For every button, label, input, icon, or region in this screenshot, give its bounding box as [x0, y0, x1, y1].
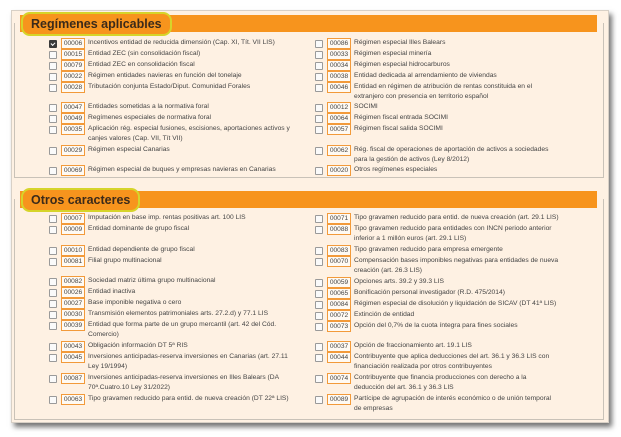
code-badge: 00082 [61, 276, 85, 287]
checkbox-label[interactable] [354, 373, 527, 393]
checkbox[interactable] [49, 126, 57, 134]
checkbox-row-00027[interactable] [49, 298, 311, 309]
checkbox-row-00037[interactable] [315, 341, 577, 352]
label-line: Régimen especial minería [354, 50, 432, 57]
checkbox-label[interactable] [88, 124, 290, 144]
checkbox-label[interactable] [88, 113, 211, 123]
checkbox-label[interactable] [354, 352, 549, 372]
checkbox-row-00086[interactable] [315, 38, 577, 49]
checkbox-label[interactable] [354, 60, 450, 70]
label-line: Imputación en base imp. rentas positivas art. 100 LIS [88, 214, 246, 221]
checkbox-row-00007[interactable] [49, 213, 311, 224]
checkbox[interactable] [315, 215, 323, 223]
checkbox-row-00044[interactable] [315, 352, 577, 372]
checkbox-row-00079[interactable] [49, 60, 311, 71]
tax-regimes-panel [11, 10, 609, 423]
label-line: Entidad que forma parte de un grupo mercantil (art. 42 del Cód. [88, 321, 277, 328]
checkbox-label[interactable] [88, 298, 181, 308]
checkbox[interactable] [315, 375, 323, 383]
checkbox[interactable] [315, 354, 323, 362]
checkbox-label[interactable] [354, 288, 505, 298]
code-badge: 00035 [61, 124, 85, 135]
label-line: Entidad ZEC (sin consolidación fiscal) [88, 50, 201, 57]
code-badge: 00047 [61, 102, 85, 113]
checkbox[interactable] [315, 104, 323, 112]
checkbox-row-00070[interactable] [315, 256, 577, 276]
checkbox-row-00062[interactable] [315, 145, 577, 165]
code-badge: 00006 [61, 38, 85, 49]
label-line: Entidad dependiente de grupo fiscal [88, 246, 195, 253]
label-line: Régimen especial Illes Balears [354, 39, 446, 46]
checkbox-label[interactable] [88, 287, 135, 297]
label-line: Tipo gravamen reducido para entid. de nueva creación (DT 22ª LIS) [88, 395, 289, 402]
code-badge: 00087 [61, 373, 85, 384]
code-badge: 00015 [61, 49, 85, 60]
code-badge: 00020 [327, 165, 351, 176]
checkbox[interactable] [315, 301, 323, 309]
checkbox-row-00047[interactable] [49, 102, 311, 113]
code-badge: 00063 [61, 394, 85, 405]
checkbox[interactable] [315, 279, 323, 287]
checkbox-label[interactable] [88, 145, 170, 155]
checkbox[interactable] [315, 115, 323, 123]
checkbox[interactable] [49, 51, 57, 59]
label-line: Entidad en régimen de atribución de rentas constituida en el [354, 83, 533, 90]
label-line-2: Comercio) [88, 331, 119, 338]
checkbox[interactable] [49, 62, 57, 70]
checkbox-label[interactable] [354, 165, 437, 175]
code-badge: 00071 [327, 213, 351, 224]
code-badge: 00072 [327, 310, 351, 321]
checkbox[interactable] [315, 290, 323, 298]
checkbox-label[interactable] [354, 102, 378, 112]
checkbox-row-00034[interactable] [315, 60, 577, 71]
code-badge: 00081 [61, 256, 85, 267]
checkbox[interactable] [315, 84, 323, 92]
checkbox-label[interactable] [88, 373, 279, 393]
checkbox-label[interactable] [88, 309, 268, 319]
checkbox-label[interactable] [88, 38, 275, 48]
checkbox[interactable] [49, 258, 57, 266]
label-line: Entidad ZEC en consolidación fiscal [88, 61, 195, 68]
checkbox-row-00057[interactable] [315, 124, 577, 135]
checkbox-label[interactable] [88, 71, 242, 81]
label-line: Régimen entidades navieras en función del tonelaje [88, 72, 242, 79]
checkbox[interactable] [315, 226, 323, 234]
code-badge: 00039 [61, 320, 85, 331]
checkbox-row-00089[interactable] [315, 394, 577, 414]
label-line: Régimen especial hidrocarburos [354, 61, 450, 68]
code-badge: 00073 [327, 321, 351, 332]
checkbox-row-00009[interactable] [49, 224, 311, 235]
checkbox[interactable] [315, 167, 323, 175]
checkbox-row-00046[interactable] [315, 82, 577, 102]
checkbox-label[interactable] [88, 165, 276, 175]
label-line-2: de empresas [354, 405, 393, 412]
checkbox[interactable] [49, 215, 57, 223]
label-line: Extinción de entidad [354, 311, 415, 318]
code-badge: 00007 [61, 213, 85, 224]
checkbox-row-00030[interactable] [49, 309, 311, 320]
checkbox-row-00071[interactable] [315, 213, 577, 224]
checkbox-row-00028[interactable] [49, 82, 311, 93]
label-line: Régimen especial de disolución y liquidación de SICAV (DT 41ª LIS) [354, 300, 557, 307]
code-badge: 00030 [61, 309, 85, 320]
label-line: Regímenes especiales de normativa foral [88, 114, 212, 121]
checkbox[interactable] [315, 126, 323, 134]
checkbox-row-00012[interactable] [315, 102, 577, 113]
code-badge: 00079 [61, 60, 85, 71]
code-badge: 00049 [61, 113, 85, 124]
checkbox[interactable] [49, 167, 57, 175]
label-line: Inversiones anticipadas-reserva inversiones en Canarias (art. 27.11 [88, 353, 288, 360]
checkbox-label[interactable] [354, 71, 497, 81]
code-badge: 00086 [327, 38, 351, 49]
code-badge: 00059 [327, 277, 351, 288]
label-line: Bonificación personal investigador (R.D. 475/2014) [354, 289, 505, 296]
label-line: Tributación conjunta Estado/Diput. Comunidad Forales [88, 83, 251, 90]
code-badge: 00038 [327, 71, 351, 82]
label-line: Transmisión elementos patrimoniales arts. 27.2.d) y 77.1 LIS [88, 310, 269, 317]
checkbox[interactable] [49, 396, 57, 404]
checkbox-row-00049[interactable] [49, 113, 311, 124]
checkbox-label[interactable] [354, 245, 503, 255]
label-line: Contribuyente que financia producciones con derecho a la [354, 374, 527, 381]
checkbox[interactable] [49, 375, 57, 383]
checkbox[interactable] [315, 51, 323, 59]
checkbox[interactable] [49, 322, 57, 330]
checkbox-label[interactable] [88, 213, 246, 223]
label-line: Régimen especial de buques y empresas navieras en Canarias [88, 166, 276, 173]
checkbox[interactable] [49, 84, 57, 92]
checkbox[interactable] [315, 62, 323, 70]
label-line-2: creación (art. 26.3 LIS) [354, 267, 423, 274]
checkbox-label[interactable] [88, 394, 289, 404]
label-line: Sociedad matriz última grupo multinacional [88, 277, 216, 284]
code-badge: 00010 [61, 245, 85, 256]
section-title: Regímenes aplicables [21, 12, 172, 36]
code-badge: 00089 [327, 394, 351, 405]
checkbox-row-00029[interactable] [49, 145, 311, 156]
checkbox-row-00083[interactable] [315, 245, 577, 256]
checkbox-label[interactable] [354, 213, 559, 223]
label-line: Tipo gravamen reducido para entidades con INCN periodo anterior [354, 225, 552, 232]
label-line: Opción de fraccionamiento art. 19.1 LIS [354, 342, 472, 349]
checkbox[interactable] [49, 147, 57, 155]
label-line: Inversiones anticipadas-reserva inversiones en Illes Balears (DA [88, 374, 280, 381]
checkbox-row-00038[interactable] [315, 71, 577, 82]
label-line-2: extranjero con presencia en territorio español [354, 93, 489, 100]
checkbox-row-00088[interactable] [315, 224, 577, 244]
checkbox-label[interactable] [354, 113, 448, 123]
checkbox[interactable] [49, 40, 57, 48]
label-line: SOCIMI [354, 103, 378, 110]
checkbox[interactable] [49, 115, 57, 123]
checkbox-row-00081[interactable] [49, 256, 311, 267]
checkbox-row-00035[interactable] [49, 124, 311, 144]
checkbox[interactable] [315, 73, 323, 81]
checkbox-row-00010[interactable] [49, 245, 311, 256]
checkbox-label[interactable] [88, 49, 200, 59]
code-badge: 00034 [327, 60, 351, 71]
label-line-2: 70ª.Cuatro.10 Ley 31/2022) [88, 384, 171, 391]
checkbox[interactable] [49, 73, 57, 81]
checkbox[interactable] [315, 323, 323, 331]
checkbox-row-00082[interactable] [49, 276, 311, 287]
code-badge: 00043 [61, 341, 85, 352]
checkbox-label[interactable] [354, 256, 558, 276]
code-badge: 00064 [327, 113, 351, 124]
checkbox-row-00084[interactable] [315, 299, 577, 310]
checkbox-row-00064[interactable] [315, 113, 577, 124]
checkbox[interactable] [49, 104, 57, 112]
label-line: Partícipe de agrupación de interés económico o de unión temporal [354, 395, 552, 402]
checkbox-label[interactable] [88, 224, 189, 234]
label-line: Entidades sometidas a la normativa foral [88, 103, 209, 110]
checkbox[interactable] [315, 147, 323, 155]
checkbox-row-00020[interactable] [315, 165, 577, 176]
checkbox-label[interactable] [354, 49, 431, 59]
checkbox-row-00015[interactable] [49, 49, 311, 60]
code-badge: 00022 [61, 71, 85, 82]
label-line: Compensación bases imponibles negativas para entidades de nueva [354, 257, 559, 264]
checkbox-label[interactable] [354, 145, 548, 165]
label-line-2: inferior a 1 millón euros (art. 29.1 LIS) [354, 235, 467, 242]
checkbox-row-00059[interactable] [315, 277, 577, 288]
checkbox[interactable] [315, 343, 323, 351]
code-badge: 00027 [61, 298, 85, 309]
checkbox[interactable] [49, 354, 57, 362]
code-badge: 00057 [327, 124, 351, 135]
label-line-2: canjes valores (Cap. VII, Tít VII) [88, 135, 183, 142]
checkbox-row-00043[interactable] [49, 341, 311, 352]
checkbox-label[interactable] [88, 320, 276, 340]
checkbox-label[interactable] [354, 394, 551, 414]
code-badge: 00012 [327, 102, 351, 113]
code-badge: 00069 [61, 165, 85, 176]
section-title: Otros caracteres [21, 188, 140, 212]
checkbox-label[interactable] [88, 82, 250, 92]
label-line: Régimen fiscal entrada SOCIMI [354, 114, 449, 121]
checkbox-label[interactable] [354, 321, 518, 331]
checkbox-label[interactable] [88, 352, 288, 372]
checkbox[interactable] [49, 343, 57, 351]
code-badge: 00084 [327, 299, 351, 310]
label-line: Filial grupo multinacional [88, 257, 162, 264]
code-badge: 00044 [327, 352, 351, 363]
code-badge: 00062 [327, 145, 351, 156]
checkbox-row-00065[interactable] [315, 288, 577, 299]
checkbox[interactable] [49, 300, 57, 308]
checkbox[interactable] [49, 289, 57, 297]
label-line: Opción del 0,7% de la cuota íntegra para fines sociales [354, 322, 518, 329]
label-line: Obligación información DT 5ª RIS [88, 342, 188, 349]
checkbox-row-00026[interactable] [49, 287, 311, 298]
checkbox-label[interactable] [88, 102, 209, 112]
checkbox-label[interactable] [88, 60, 195, 70]
checkbox[interactable] [49, 311, 57, 319]
checkbox-label[interactable] [354, 310, 414, 320]
checkbox[interactable] [315, 258, 323, 266]
label-line: Rég. fiscal de operaciones de aportación de activos a sociedades [354, 146, 549, 153]
checkbox-label[interactable] [354, 277, 444, 287]
label-line: Opciones arts. 39.2 y 39.3 LIS [354, 278, 444, 285]
label-line-2: Ley 19/1994) [88, 363, 128, 370]
label-line-2: financiación realizada por otros contribuyentes [354, 363, 492, 370]
label-line: Otros regímenes especiales [354, 166, 438, 173]
checkbox-row-00033[interactable] [315, 49, 577, 60]
label-line: Entidad dedicada al arrendamiento de viviendas [354, 72, 497, 79]
label-line-2: deducción del art. 36.1 y 36.3 LIS [354, 384, 454, 391]
label-line: Incentivos entidad de reducida dimensión (Cap. XI, Tít. VII LIS) [88, 39, 275, 46]
checkbox-label[interactable] [354, 341, 472, 351]
code-badge: 00029 [61, 145, 85, 156]
code-badge: 00046 [327, 82, 351, 93]
checkbox[interactable] [49, 247, 57, 255]
checkbox-row-00006[interactable] [49, 38, 311, 49]
checkbox-label[interactable] [354, 224, 552, 244]
label-line-2: para la gestión de activos (Ley 8/2012) [354, 156, 470, 163]
checkbox-row-00063[interactable] [49, 394, 311, 405]
code-badge: 00009 [61, 224, 85, 235]
code-badge: 00074 [327, 373, 351, 384]
label-line: Entidad inactiva [88, 288, 136, 295]
code-badge: 00070 [327, 256, 351, 267]
code-badge: 00083 [327, 245, 351, 256]
checkbox[interactable] [315, 247, 323, 255]
code-badge: 00033 [327, 49, 351, 60]
label-line: Entidad dominante de grupo fiscal [88, 225, 190, 232]
label-line: Régimen especial Canarias [88, 146, 170, 153]
label-line: Contribuyente que aplica deducciones del art. 36.1 y 36.3 LIS con [354, 353, 550, 360]
checkbox-label[interactable] [88, 245, 195, 255]
code-badge: 00028 [61, 82, 85, 93]
label-line: Régimen fiscal salida SOCIMI [354, 125, 443, 132]
checkbox[interactable] [315, 312, 323, 320]
checkbox-label[interactable] [354, 124, 443, 134]
checkbox-row-00039[interactable] [49, 320, 311, 340]
checkbox-label[interactable] [88, 341, 188, 351]
code-badge: 00026 [61, 287, 85, 298]
checkbox-row-00074[interactable] [315, 373, 577, 393]
label-line: Tipo gravamen reducido para entid. de nueva creación (art. 29.1 LIS) [354, 214, 559, 221]
checkbox-label[interactable] [354, 82, 532, 102]
checkbox-row-00073[interactable] [315, 321, 577, 332]
checkbox-row-00045[interactable] [49, 352, 311, 372]
code-badge: 00088 [327, 224, 351, 235]
label-line: Base imponible negativa o cero [88, 299, 182, 306]
checkbox-row-00022[interactable] [49, 71, 311, 82]
code-badge: 00045 [61, 352, 85, 363]
checkbox-label[interactable] [88, 256, 162, 266]
label-line: Aplicación rég. especial fusiones, escisiones, aportaciones activos y [88, 125, 290, 132]
checkbox[interactable] [49, 278, 57, 286]
code-badge: 00065 [327, 288, 351, 299]
checkbox-row-00087[interactable] [49, 373, 311, 393]
checkbox[interactable] [315, 396, 323, 404]
checkbox-label[interactable] [88, 276, 216, 286]
label-line: Tipo gravamen reducido para empresa emergente [354, 246, 503, 253]
checkbox-row-00072[interactable] [315, 310, 577, 321]
checkbox-row-00069[interactable] [49, 165, 311, 176]
checkbox-label[interactable] [354, 299, 556, 309]
checkbox[interactable] [315, 40, 323, 48]
checkbox-label[interactable] [354, 38, 445, 48]
checkbox[interactable] [49, 226, 57, 234]
code-badge: 00037 [327, 341, 351, 352]
